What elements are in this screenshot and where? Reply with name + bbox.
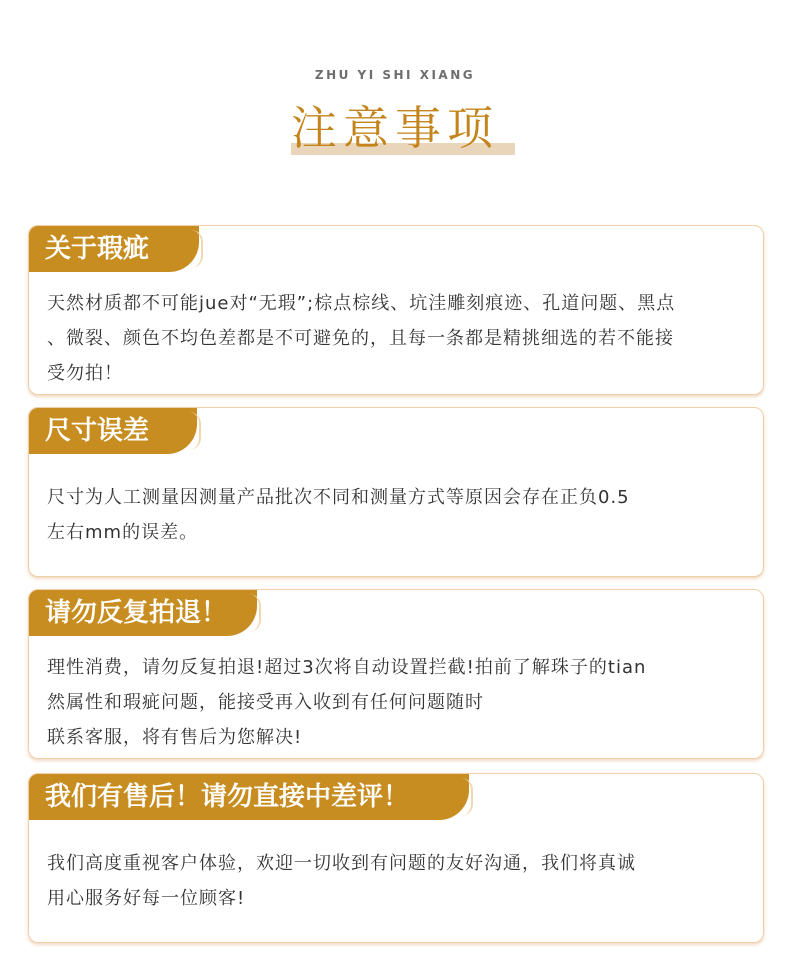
section-heading-size-error: 尺寸误差 (29, 408, 197, 454)
body-line: 我们高度重视客户体验，欢迎一切收到有问题的友好沟通，我们将真诚 (47, 853, 636, 874)
body-line: 受勿拍！ (47, 363, 123, 384)
section-heading-after-sales: 我们有售后！请勿直接中差评！ (29, 774, 469, 820)
body-line: 尺寸为人工测量因测量产品批次不同和测量方式等原因会存在正负0.5 (47, 487, 630, 508)
notice-card-no-repeat-returns (28, 589, 764, 759)
body-line: 左右mm的误差。 (47, 522, 199, 543)
section-body-flaws (47, 286, 751, 391)
body-line: 、微裂、颜色不均色差都是不可避免的，且每一条都是精挑细选的若不能接 (47, 328, 674, 349)
body-line: 然属性和瑕疵问题，能接受再入收到有任何问题随时 (47, 692, 484, 713)
section-body-no-repeat-returns (47, 650, 751, 755)
body-line: 用心服务好每一位顾客! (47, 888, 246, 909)
page-title: 注意事项 (291, 101, 499, 155)
section-heading-no-repeat-returns: 请勿反复拍退！ (29, 590, 257, 636)
body-line: 理性消费，请勿反复拍退!超过3次将自动设置拦截!拍前了解珠子的tian (47, 657, 647, 678)
section-body-after-sales (47, 846, 751, 916)
section-heading-flaws: 关于瑕疵 (29, 226, 199, 272)
body-line: 天然材质都不可能jue对“无瑕”;棕点棕线、坑洼雕刻痕迹、孔道问题、黑点 (47, 293, 676, 314)
notice-card-after-sales (28, 773, 764, 943)
notice-card-flaws (28, 225, 764, 395)
page-subtitle: ZHU YI SHI XIANG (314, 68, 476, 82)
section-body-size-error (47, 480, 751, 550)
body-line: 联系客服，将有售后为您解决! (47, 727, 303, 748)
notice-card-size-error (28, 407, 764, 577)
